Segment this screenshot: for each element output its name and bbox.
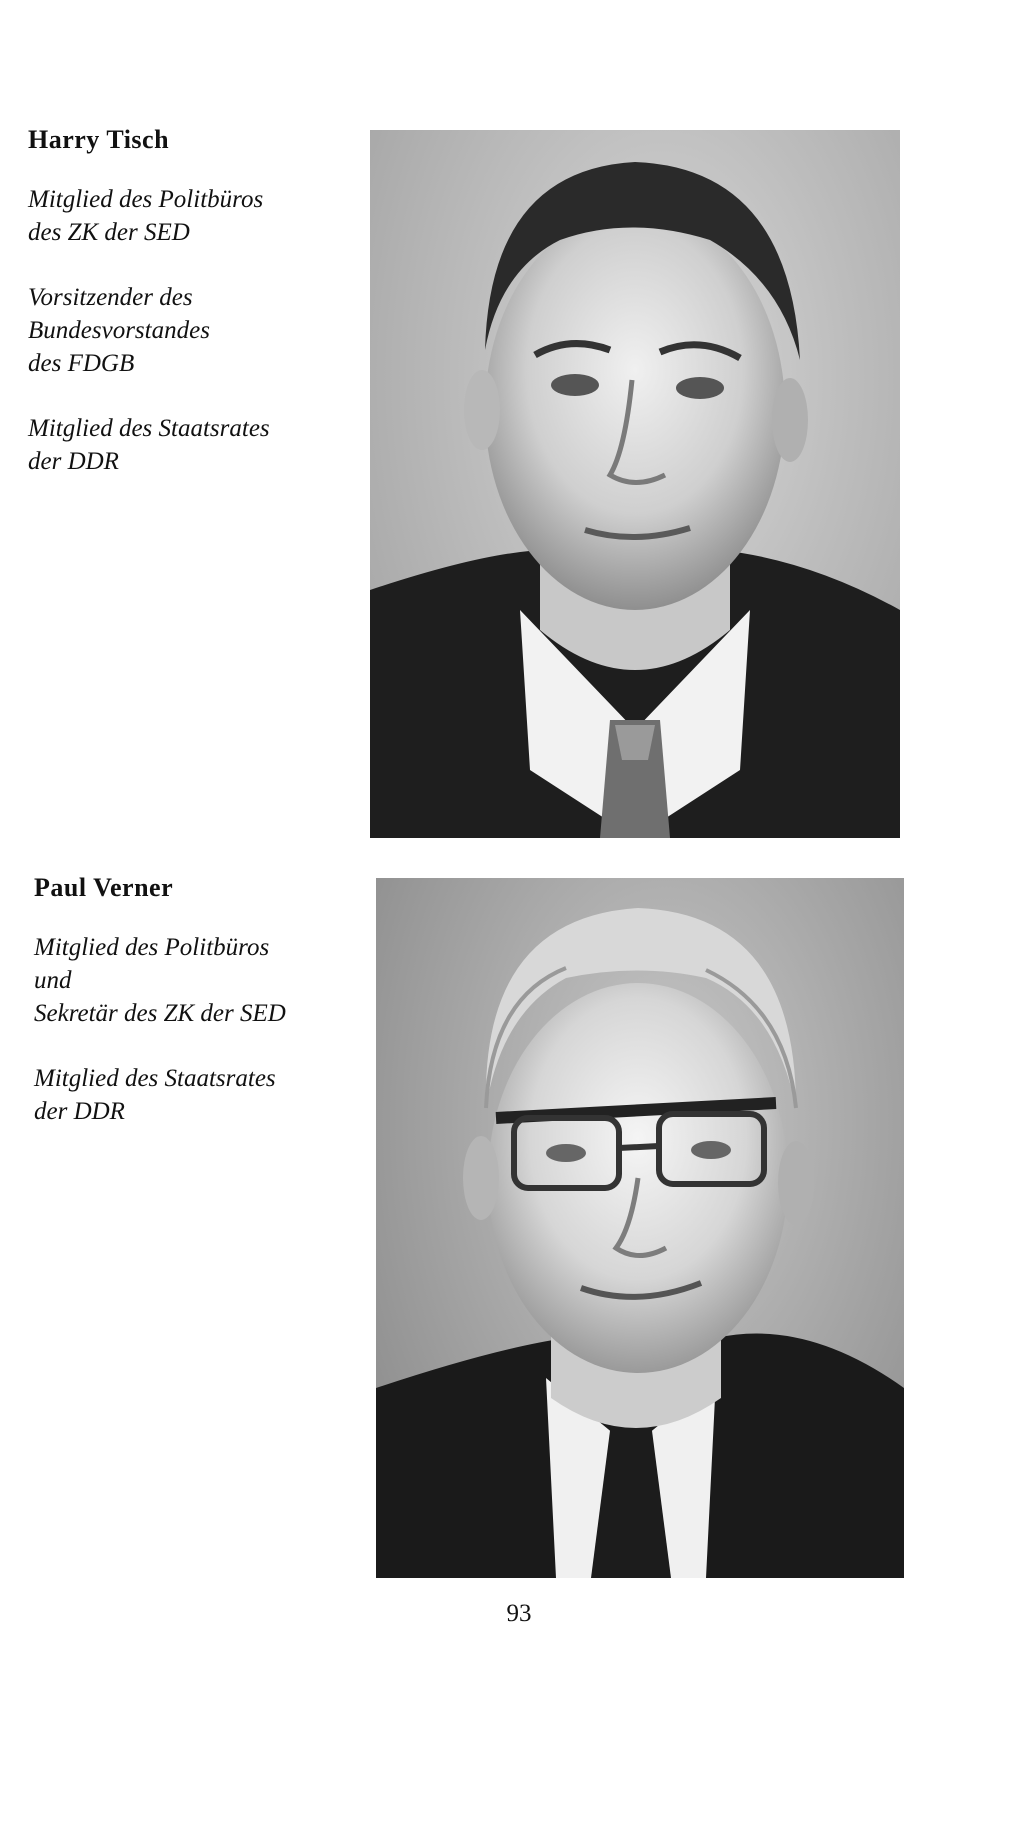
role-line: Mitglied des Politbüros xyxy=(34,934,270,962)
role-line: Mitglied des Politbüros xyxy=(28,186,264,214)
role-line: Bundesvorstandes xyxy=(28,317,210,345)
role-line: Sekretär des ZK der SED xyxy=(34,1000,286,1028)
role-line: Mitglied des Staatsrates xyxy=(34,1065,276,1093)
bio-entry-2 xyxy=(34,872,354,1160)
portrait-illustration xyxy=(376,878,904,1578)
role-block xyxy=(28,281,348,380)
person-name: Paul Verner xyxy=(34,873,174,902)
portrait-photo-2 xyxy=(376,878,904,1578)
role-line: der DDR xyxy=(28,448,119,476)
role-line: Mitglied des Staatsrates xyxy=(28,415,270,443)
role-line: des ZK der SED xyxy=(28,219,190,247)
page-number: 93 xyxy=(506,1600,532,1627)
portrait-photo-1 xyxy=(370,130,900,838)
role-line: der DDR xyxy=(34,1098,125,1126)
role-block xyxy=(28,183,348,249)
role-line: und xyxy=(34,967,72,995)
role-block xyxy=(28,412,348,478)
person-name: Harry Tisch xyxy=(28,125,170,154)
bio-entry-1 xyxy=(28,124,348,510)
role-block xyxy=(34,1062,354,1128)
role-line: des FDGB xyxy=(28,350,135,378)
role-line: Vorsitzender des xyxy=(28,284,193,312)
portrait-illustration xyxy=(370,130,900,838)
role-block xyxy=(34,931,354,1030)
